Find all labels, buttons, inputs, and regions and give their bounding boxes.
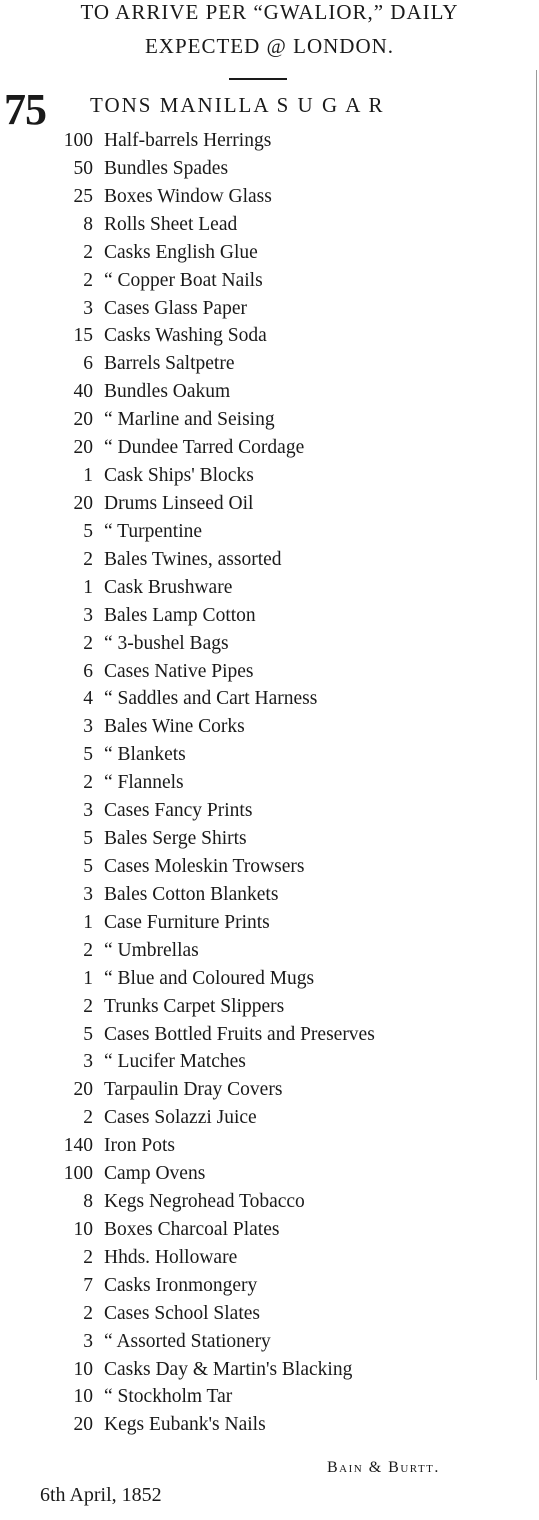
list-item (0, 1356, 539, 1384)
item-description: “ Blankets (104, 744, 186, 766)
item-description: Cases Moleskin Trowsers (104, 855, 305, 877)
item-description: Boxes Window Glass (104, 185, 272, 207)
item-description: “ Flannels (104, 772, 184, 794)
item-quantity: 5 (83, 1023, 93, 1045)
list-item (0, 322, 539, 350)
list-item (0, 993, 539, 1021)
item-quantity: 3 (83, 883, 93, 905)
cargo-list (0, 127, 539, 1439)
item-description: “ Copper Boat Nails (104, 269, 263, 291)
item-quantity: 2 (83, 939, 93, 961)
item-description: Drums Linseed Oil (104, 492, 254, 514)
list-item (0, 741, 539, 769)
item-quantity: 20 (73, 1079, 93, 1101)
item-description: Barrels Saltpetre (104, 353, 235, 375)
item-quantity: 2 (83, 548, 93, 570)
list-item (0, 1383, 539, 1411)
item-quantity: 1 (83, 576, 93, 598)
list-item (0, 490, 539, 518)
list-item (0, 658, 539, 686)
list-item (0, 1048, 539, 1076)
item-description: Trunks Carpet Slippers (104, 995, 285, 1017)
list-item (0, 155, 539, 183)
publication-date: 6th April, 1852 (40, 1484, 162, 1506)
item-description: Cases Glass Paper (104, 297, 247, 319)
item-quantity: 20 (73, 437, 93, 459)
item-quantity: 40 (73, 381, 93, 403)
list-item (0, 350, 539, 378)
list-item (0, 239, 539, 267)
list-item (0, 853, 539, 881)
list-item (0, 602, 539, 630)
item-description: Bales Cotton Blankets (104, 883, 279, 905)
item-description: “ Stockholm Tar (104, 1386, 233, 1408)
list-item (0, 434, 539, 462)
list-item (0, 127, 539, 155)
item-quantity: 3 (83, 716, 93, 738)
item-description: Camp Ovens (104, 1163, 206, 1185)
item-description: Iron Pots (104, 1135, 175, 1157)
item-quantity: 5 (83, 855, 93, 877)
item-quantity: 3 (83, 800, 93, 822)
item-description: Bundles Oakum (104, 381, 231, 403)
list-item (0, 295, 539, 323)
item-quantity: 2 (83, 1246, 93, 1268)
list-item (0, 1076, 539, 1104)
item-quantity: 1 (83, 465, 93, 487)
lead-description: TONS MANILLA S U G A R (90, 93, 385, 117)
item-description: Casks Washing Soda (104, 325, 267, 347)
item-quantity: 20 (73, 409, 93, 431)
list-item (0, 1411, 539, 1439)
list-item (0, 881, 539, 909)
list-item (0, 1104, 539, 1132)
list-item (0, 685, 539, 713)
item-description: “ 3-bushel Bags (104, 632, 229, 654)
lead-quantity: 75 (4, 85, 46, 134)
item-quantity: 2 (83, 1107, 93, 1129)
item-description: Kegs Eubank's Nails (104, 1414, 266, 1436)
item-description: Case Furniture Prints (104, 911, 270, 933)
list-item (0, 574, 539, 602)
list-item (0, 937, 539, 965)
item-description: Cases School Slates (104, 1302, 260, 1324)
item-quantity: 10 (73, 1386, 93, 1408)
list-item (0, 909, 539, 937)
item-description: Bundles Spades (104, 157, 229, 179)
list-item (0, 797, 539, 825)
item-description: Boxes Charcoal Plates (104, 1218, 280, 1240)
item-description: Kegs Negrohead Tobacco (104, 1191, 305, 1213)
item-quantity: 8 (83, 213, 93, 235)
item-description: Tarpaulin Dray Covers (104, 1079, 283, 1101)
list-item (0, 546, 539, 574)
item-description: Bales Lamp Cotton (104, 604, 256, 626)
item-quantity: 6 (83, 353, 93, 375)
item-quantity: 2 (83, 632, 93, 654)
list-item (0, 211, 539, 239)
headline-location: EXPECTED @ LONDON. (144, 34, 395, 58)
item-quantity: 3 (83, 297, 93, 319)
item-quantity: 1 (83, 967, 93, 989)
item-quantity: 140 (63, 1135, 93, 1157)
item-description: Casks Day & Martin's Blacking (104, 1358, 353, 1380)
item-description: Cask Brushware (104, 576, 233, 598)
item-description: Bales Serge Shirts (104, 828, 247, 850)
item-quantity: 5 (83, 520, 93, 542)
item-quantity: 2 (83, 772, 93, 794)
item-description: Cases Native Pipes (104, 660, 254, 682)
list-item (0, 378, 539, 406)
item-quantity: 8 (83, 1191, 93, 1213)
item-description: Bales Wine Corks (104, 716, 245, 738)
list-item (0, 1216, 539, 1244)
list-item (0, 1160, 539, 1188)
item-description: “ Marline and Seising (104, 409, 275, 431)
headline-arrival: TO ARRIVE PER “GWALIOR,” DAILY (80, 0, 459, 24)
list-item (0, 630, 539, 658)
item-quantity: 2 (83, 1302, 93, 1324)
item-quantity: 6 (83, 660, 93, 682)
item-quantity: 5 (83, 828, 93, 850)
item-quantity: 100 (63, 130, 93, 151)
item-quantity: 3 (83, 1330, 93, 1352)
item-description: Cask Ships' Blocks (104, 465, 254, 487)
list-item (0, 1021, 539, 1049)
item-quantity: 7 (83, 1274, 93, 1296)
item-description: Casks English Glue (104, 241, 258, 263)
item-quantity: 1 (83, 911, 93, 933)
list-item (0, 825, 539, 853)
item-description: “ Umbrellas (104, 939, 199, 961)
item-quantity: 2 (83, 995, 93, 1017)
item-quantity: 20 (73, 1414, 93, 1436)
item-quantity: 25 (73, 185, 93, 207)
list-item (0, 965, 539, 993)
item-description: “ Lucifer Matches (104, 1051, 246, 1073)
list-item (0, 183, 539, 211)
item-quantity: 2 (83, 241, 93, 263)
item-description: Half-barrels Herrings (104, 130, 272, 151)
list-item (0, 1188, 539, 1216)
item-description: “ Saddles and Cart Harness (104, 688, 318, 710)
item-quantity: 50 (73, 157, 93, 179)
list-item (0, 1132, 539, 1160)
list-item (0, 1300, 539, 1328)
item-description: Cases Solazzi Juice (104, 1107, 257, 1129)
item-description: Cases Fancy Prints (104, 800, 253, 822)
list-item (0, 1328, 539, 1356)
list-item (0, 462, 539, 490)
item-description: Casks Ironmongery (104, 1274, 258, 1296)
list-item (0, 769, 539, 797)
item-quantity: 20 (73, 492, 93, 514)
list-item (0, 518, 539, 546)
item-quantity: 10 (73, 1218, 93, 1240)
merchant-signature: Bain & Burtt. (327, 1459, 440, 1476)
item-description: “ Blue and Coloured Mugs (104, 967, 315, 989)
list-item (0, 406, 539, 434)
item-quantity: 15 (73, 325, 93, 347)
item-description: Hhds. Holloware (104, 1246, 238, 1268)
item-quantity: 2 (83, 269, 93, 291)
item-quantity: 5 (83, 744, 93, 766)
item-description: “ Assorted Stationery (104, 1330, 271, 1352)
item-quantity: 100 (63, 1163, 93, 1185)
list-item (0, 713, 539, 741)
list-item (0, 267, 539, 295)
item-description: Cases Bottled Fruits and Preserves (104, 1023, 375, 1045)
item-description: “ Dundee Tarred Cordage (104, 437, 305, 459)
header-divider (229, 78, 287, 80)
item-quantity: 3 (83, 604, 93, 626)
item-quantity: 10 (73, 1358, 93, 1380)
list-item (0, 1244, 539, 1272)
list-item (0, 1272, 539, 1300)
item-description: Rolls Sheet Lead (104, 213, 238, 235)
item-description: Bales Twines, assorted (104, 548, 282, 570)
item-description: “ Turpentine (104, 520, 203, 542)
item-quantity: 3 (83, 1051, 93, 1073)
item-quantity: 4 (83, 688, 93, 710)
